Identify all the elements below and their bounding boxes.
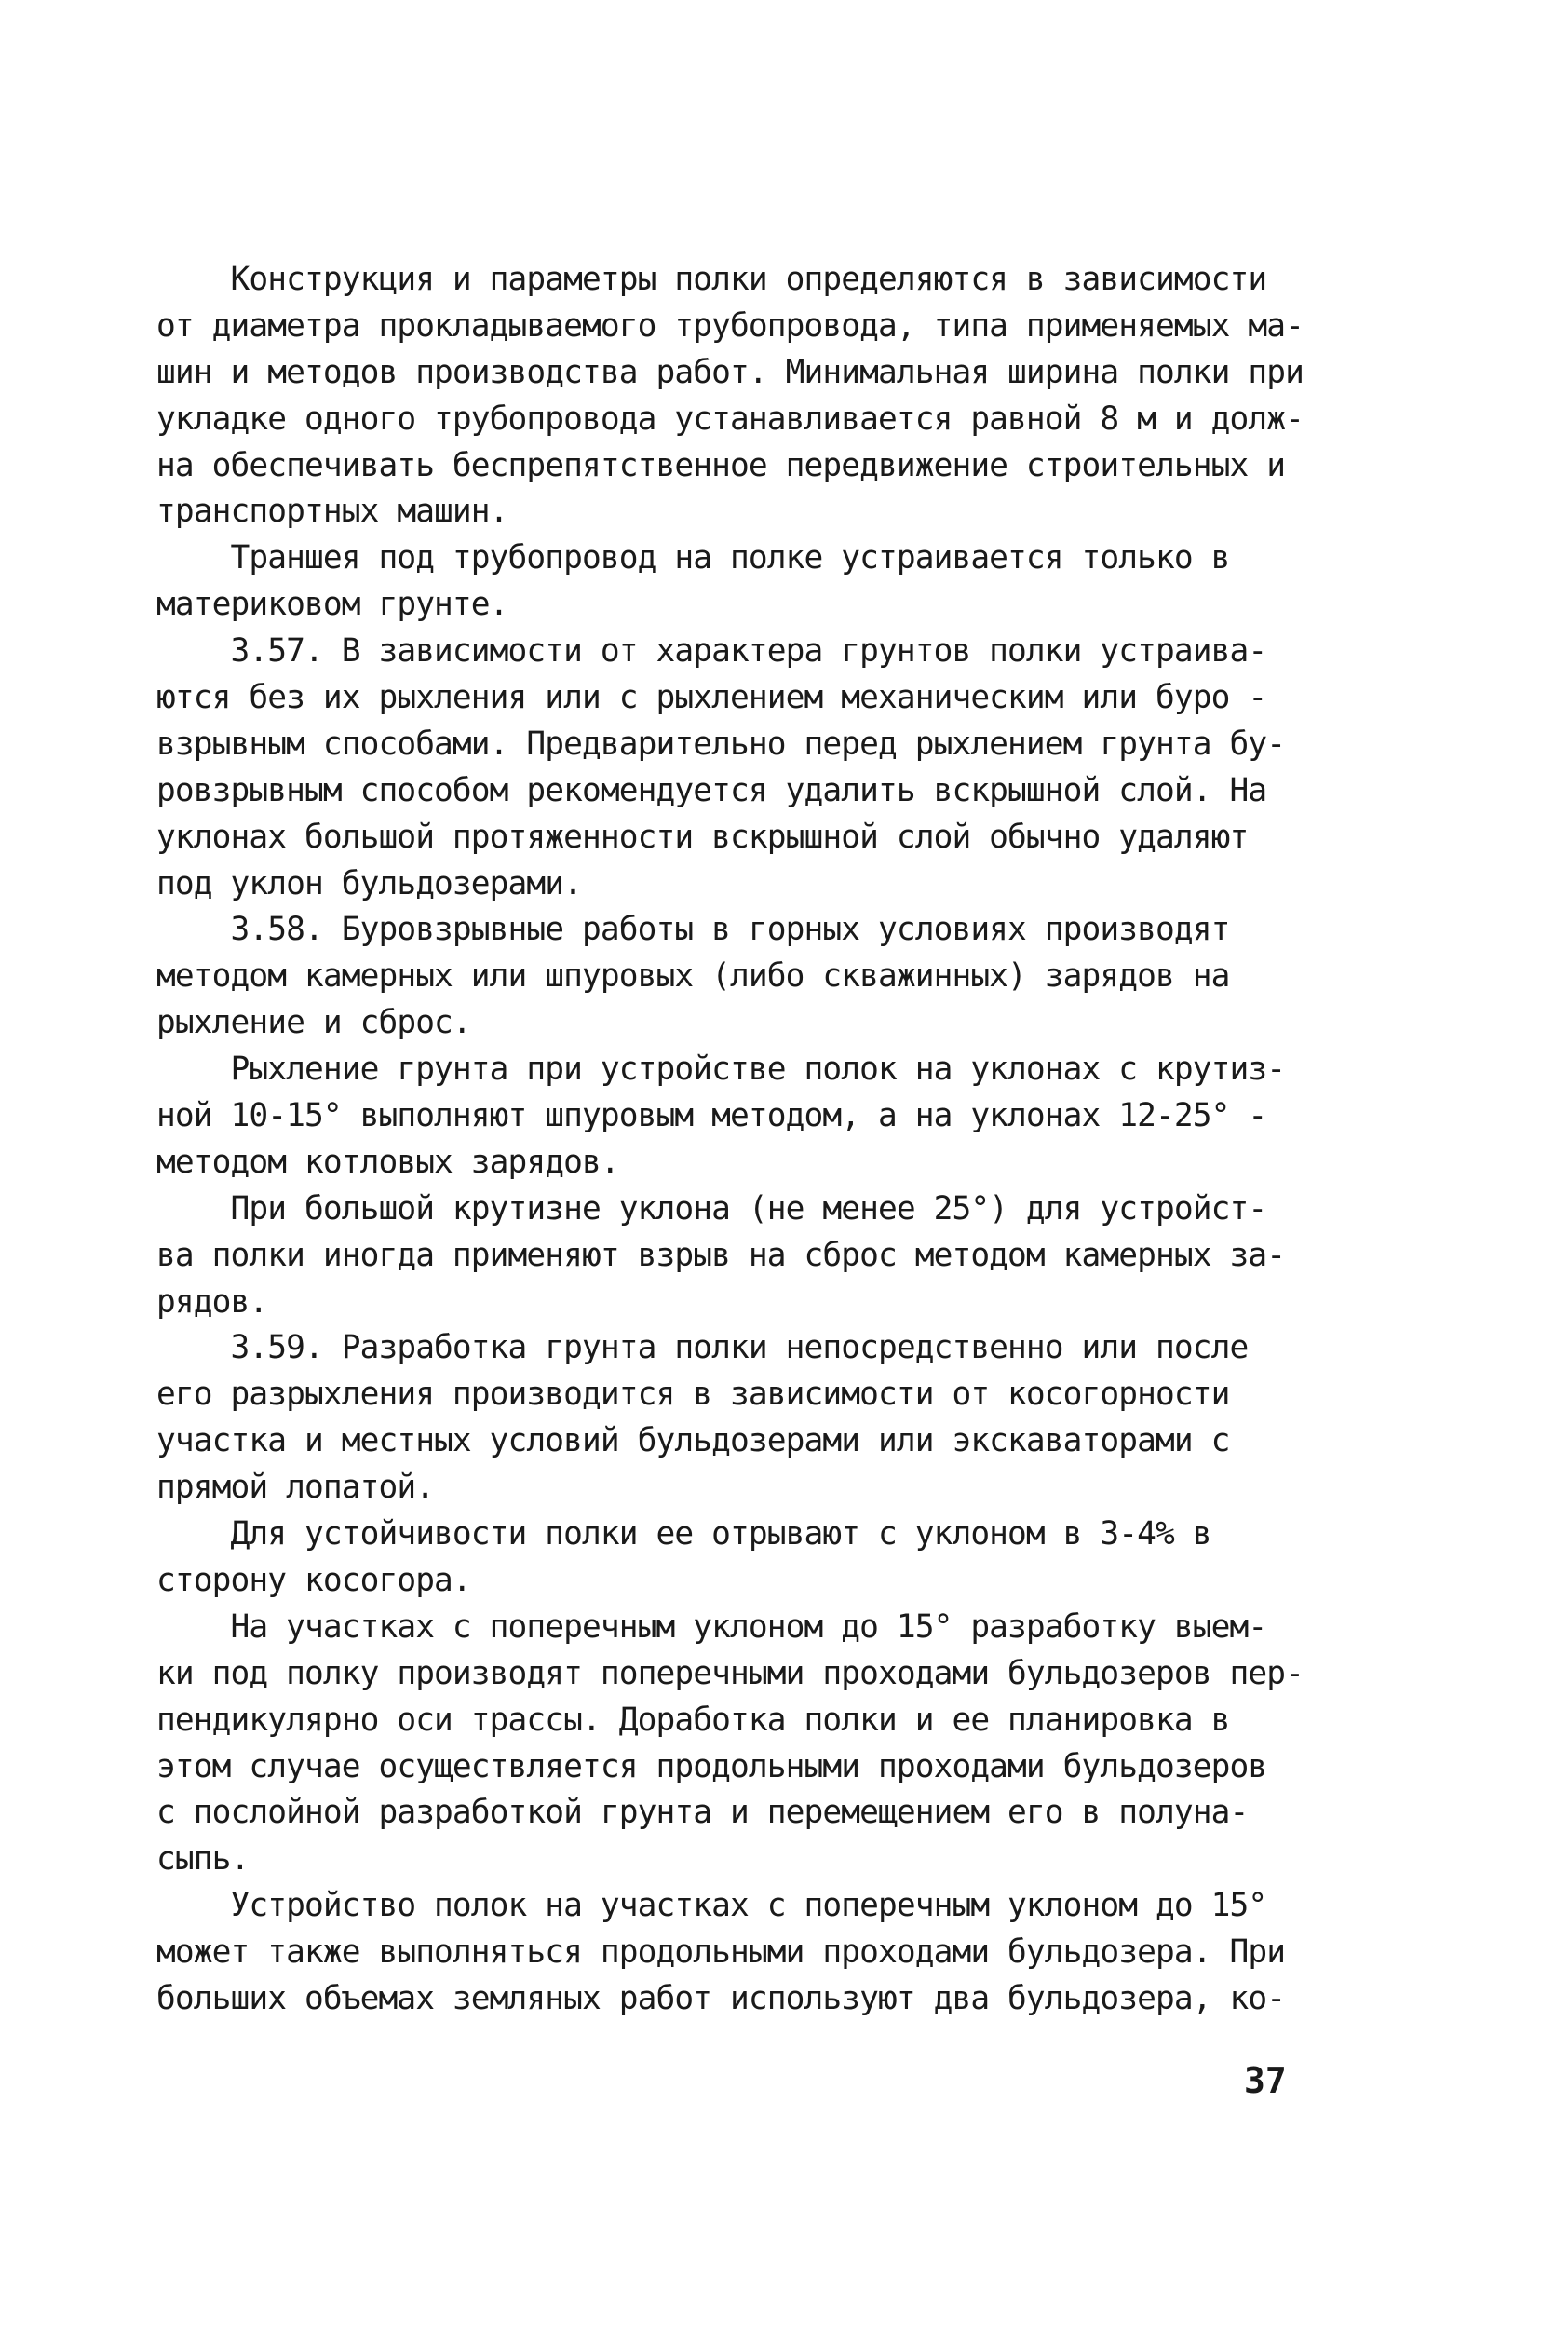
text-line: рядов. bbox=[156, 1282, 268, 1321]
text-line: взрывным способами. Предварительно перед рыхлением грунта бу- bbox=[156, 725, 1286, 763]
text-line: с послойной разработкой грунта и перемещением его в полуна- bbox=[156, 1794, 1249, 1832]
text-line: ва полки иногда применяют взрыв на сброс методом камерных за- bbox=[156, 1236, 1286, 1274]
text-line: На участках с поперечным уклоном до 15° разработку выем- bbox=[156, 1607, 1267, 1646]
text-line: 3.58. Буровзрывные работы в горных условиях производят bbox=[156, 911, 1230, 949]
text-line: ки под полку производят поперечными проходами бульдозеров пер- bbox=[156, 1654, 1304, 1692]
text-line: под уклон бульдозерами. bbox=[156, 864, 583, 902]
text-line: методом камерных или шпуровых (либо скважинных) зарядов на bbox=[156, 957, 1230, 996]
text-line: Конструкция и параметры полки определяются в зависимости bbox=[156, 261, 1267, 298]
text-line: сыпь. bbox=[156, 1840, 250, 1878]
text-line: на обеспечивать беспрепятственное передвижение строительных и bbox=[156, 446, 1286, 484]
text-line: Траншея под трубопровод на полке устраивается только в bbox=[156, 539, 1230, 577]
text-line: ются без их рыхления или с рыхлением механическим или буро - bbox=[156, 679, 1267, 717]
text-line: пендикулярно оси трассы. Доработка полки и ее планировка в bbox=[156, 1701, 1230, 1739]
text-line: ровзрывным способом рекомендуется удалить вскрышной слой. На bbox=[156, 771, 1267, 809]
text-line: его разрыхления производится в зависимости от косогорности bbox=[156, 1376, 1230, 1414]
text-line: этом случае осуществляется продольными проходами бульдозеров bbox=[156, 1747, 1267, 1785]
document-body bbox=[156, 257, 1339, 2023]
page-number: 37 bbox=[1244, 2060, 1287, 2101]
text-line: Рыхление грунта при устройстве полок на уклонах с крутиз- bbox=[156, 1051, 1286, 1089]
text-line: уклонах большой протяженности вскрышной слой обычно удаляют bbox=[156, 818, 1249, 856]
text-line: Устройство полок на участках с поперечным уклоном до 15° bbox=[156, 1887, 1267, 1925]
text-line: может также выполняться продольными проходами бульдозера. При bbox=[156, 1933, 1286, 1972]
text-line: материковом грунте. bbox=[156, 586, 508, 624]
text-line: больших объемах земляных работ используют два бульдозера, ко- bbox=[156, 1979, 1286, 2017]
text-line: 3.57. В зависимости от характера грунтов полки устраива- bbox=[156, 632, 1267, 671]
text-line: сторону косогора. bbox=[156, 1561, 471, 1599]
text-line: 3.59. Разработка грунта полки непосредственно или после bbox=[156, 1329, 1249, 1367]
text-line: Для устойчивости полки ее отрывают с уклоном в 3-4% в bbox=[156, 1515, 1211, 1553]
text-line: прямой лопатой. bbox=[156, 1469, 435, 1507]
text-line: шин и методов производства работ. Минимальная ширина полки при bbox=[156, 353, 1304, 391]
text-line: методом котловых зарядов. bbox=[156, 1143, 619, 1181]
text-line: транспортных машин. bbox=[156, 493, 508, 531]
text-line: участка и местных условий бульдозерами или экскаваторами с bbox=[156, 1422, 1230, 1460]
text-line: При большой крутизне уклона (не менее 25°) для устройст- bbox=[156, 1189, 1267, 1227]
text-line: от диаметра прокладываемого трубопровода, типа применяемых ма- bbox=[156, 306, 1304, 345]
text-line: ной 10-15° выполняют шпуровым методом, а на уклонах 12-25° - bbox=[156, 1097, 1267, 1135]
text-line: укладке одного трубопровода устанавливается равной 8 м и долж- bbox=[156, 400, 1304, 438]
text-line: рыхление и сброс. bbox=[156, 1004, 471, 1042]
